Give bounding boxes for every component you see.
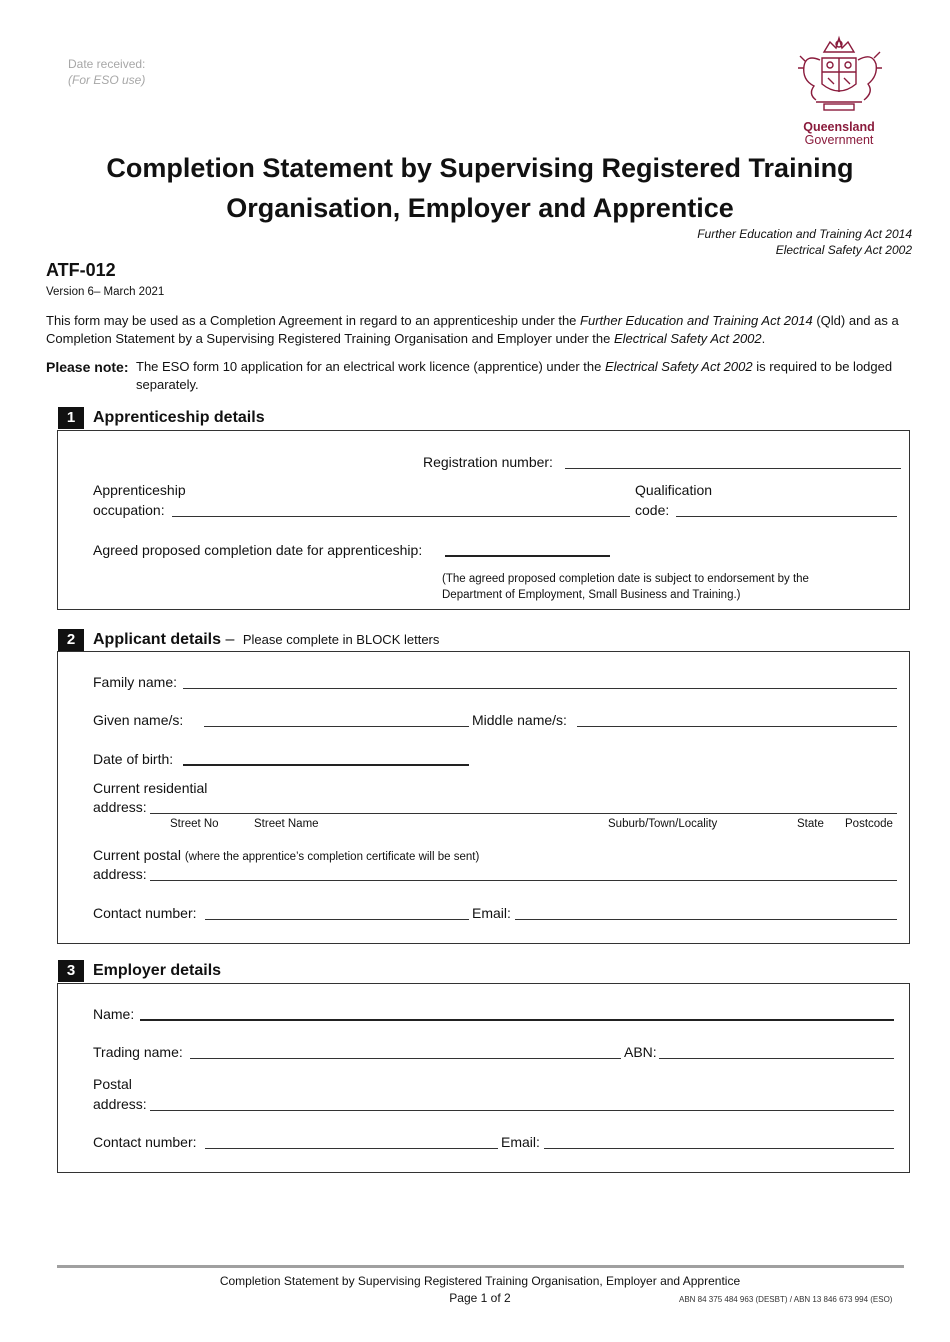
form-number: ATF-012 <box>46 260 116 280</box>
section-3-number: 3 <box>58 960 84 982</box>
section-2-number: 2 <box>58 629 84 651</box>
trading-name-label: Trading name: <box>93 1044 183 1060</box>
section-2-header <box>58 629 439 651</box>
dob-label: Date of birth: <box>93 751 174 767</box>
employer-address-field[interactable] <box>150 1110 894 1111</box>
occupation-field[interactable] <box>172 516 630 517</box>
intro-text-3: . <box>761 331 766 346</box>
act-electrical-safety: Electrical Safety Act 2002 <box>775 243 912 257</box>
intro-text-2: (Qld) and as a Completion Statement by a Supervising Registered Training Organisation and Employer under the <box>46 313 899 346</box>
current-postal-row <box>93 845 479 867</box>
section-3-title: Employer details <box>93 962 222 979</box>
occupation-label: occupation: <box>93 502 165 518</box>
applicant-email-label: Email: <box>472 905 511 921</box>
employer-address-label: address: <box>93 1096 147 1112</box>
page-title-line2: Organisation, Employer and Apprentice <box>226 193 734 223</box>
intro-act-fet: Further Education and Training Act 2014 <box>580 313 813 328</box>
footer-rule <box>57 1265 904 1268</box>
section-1-title: Apprenticeship details <box>93 409 265 426</box>
given-names-label: Given name/s: <box>93 712 184 728</box>
please-note-text <box>136 358 914 394</box>
logo-government: Government <box>804 133 874 147</box>
coat-of-arms-icon <box>796 34 882 114</box>
middle-names-label: Middle name/s: <box>472 712 567 728</box>
employer-email-label: Email: <box>501 1134 540 1150</box>
version-label: Version 6– March 2021 <box>46 286 165 298</box>
abn-label: ABN: <box>624 1044 657 1060</box>
endorsement-note-2: Department of Employment, Small Business and Training.) <box>442 589 741 601</box>
apprenticeship-label: Apprenticeship <box>93 482 186 498</box>
applicant-contact-label: Contact number: <box>93 905 197 921</box>
trading-name-field[interactable] <box>190 1058 621 1059</box>
please-note-label: Please note: <box>46 359 129 375</box>
qualification-label: Qualification <box>635 482 713 498</box>
section-2-dash: – <box>225 631 235 648</box>
street-no-label: Street No <box>170 818 219 830</box>
date-received-label: Date received: <box>68 57 146 71</box>
middle-names-field[interactable] <box>577 726 897 727</box>
street-name-label: Street Name <box>254 818 319 830</box>
logo-queensland: Queensland <box>803 120 875 134</box>
note-act: Electrical Safety Act 2002 <box>604 359 753 374</box>
footer-abn: ABN 84 375 484 963 (DESBT) / ABN 13 846 673 994 (ESO) <box>679 1295 893 1304</box>
section-2-subtitle: Please complete in BLOCK letters <box>242 632 440 647</box>
applicant-email-field[interactable] <box>515 919 897 920</box>
postcode-label: Postcode <box>845 818 893 830</box>
note-text-2: is required to be lodged separately. <box>136 359 893 392</box>
employer-name-field[interactable] <box>140 1019 894 1021</box>
qualification-code-field[interactable] <box>676 516 897 517</box>
registration-number-field[interactable] <box>565 468 901 469</box>
queensland-government-logo <box>796 34 882 147</box>
current-postal-label: Current postal <box>93 847 181 863</box>
footer-page-number: Page 1 of 2 <box>449 1291 511 1305</box>
intro-paragraph <box>46 312 914 348</box>
intro-act-es: Electrical Safety Act 2002 <box>613 331 762 346</box>
employer-contact-field[interactable] <box>205 1148 498 1149</box>
act-further-education: Further Education and Training Act 2014 <box>697 227 912 241</box>
completion-date-field[interactable] <box>445 555 610 557</box>
section-2-title <box>93 631 439 649</box>
footer-title: Completion Statement by Supervising Registered Training Organisation, Employer and Apprentice <box>219 1274 741 1288</box>
please-note <box>46 358 914 394</box>
postal-address-label: address: <box>93 866 147 882</box>
abn-field[interactable] <box>659 1058 894 1059</box>
section-1-number: 1 <box>58 407 84 429</box>
section-1-header <box>58 407 265 429</box>
completion-date-label: Agreed proposed completion date for apprenticeship: <box>93 542 423 558</box>
family-name-field[interactable] <box>183 688 897 689</box>
eso-use-label: (For ESO use) <box>68 73 146 87</box>
employer-postal-label: Postal <box>93 1076 132 1092</box>
employer-email-field[interactable] <box>544 1148 894 1149</box>
applicant-contact-field[interactable] <box>205 919 469 920</box>
note-text-1: The ESO form 10 application for an electrical work licence (apprentice) under the <box>136 359 605 374</box>
intro-text-1: This form may be used as a Completion Agreement in regard to an apprenticeship under the <box>46 313 581 328</box>
section-2-title-text: Applicant details <box>93 631 222 648</box>
current-residential-label: Current residential <box>93 780 208 796</box>
given-names-field[interactable] <box>204 726 469 727</box>
code-label: code: <box>635 502 670 518</box>
family-name-label: Family name: <box>93 674 178 690</box>
postal-note: (where the apprentice’s completion certificate will be sent) <box>184 851 480 863</box>
state-label: State <box>797 818 824 830</box>
endorsement-note-1: (The agreed proposed completion date is subject to endorsement by the <box>442 573 809 585</box>
section-3-header <box>58 960 221 982</box>
residential-address-field[interactable] <box>150 813 897 814</box>
postal-address-field[interactable] <box>150 880 897 881</box>
dob-field[interactable] <box>183 764 469 766</box>
registration-number-label: Registration number: <box>423 454 553 470</box>
suburb-label: Suburb/Town/Locality <box>608 818 718 830</box>
employer-contact-label: Contact number: <box>93 1134 197 1150</box>
residential-address-label: address: <box>93 799 147 815</box>
page-title-line1: Completion Statement by Supervising Registered Training <box>106 153 854 183</box>
employer-name-label: Name: <box>93 1006 135 1022</box>
